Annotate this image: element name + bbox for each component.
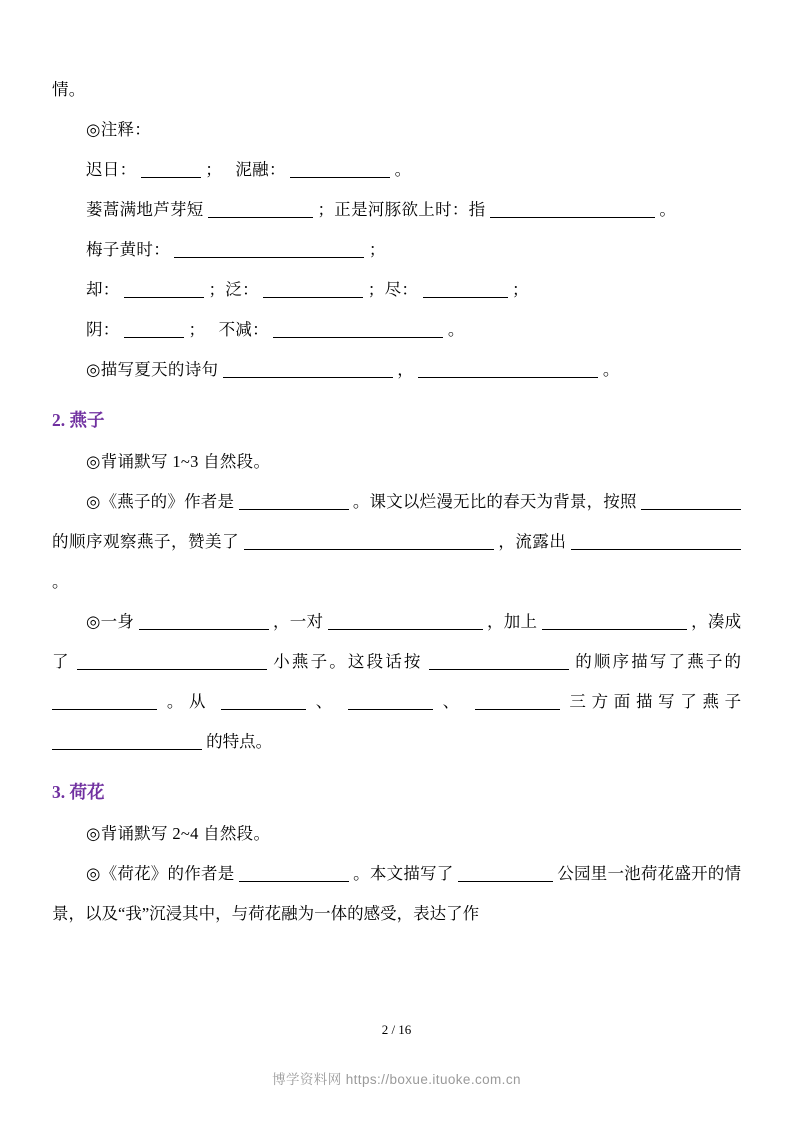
text-line-continuation — [52, 70, 741, 110]
line-text: ，凑成了 — [52, 612, 742, 671]
fill-blank[interactable] — [290, 160, 390, 178]
s2-description-paragraph — [52, 602, 741, 762]
line-text: 梅子黄时： — [86, 240, 170, 259]
page-number: 2 / 16 — [381, 1022, 412, 1037]
line-text: ；泛： — [208, 280, 259, 299]
fill-blank[interactable] — [273, 320, 443, 338]
fill-blank[interactable] — [174, 240, 364, 258]
fill-blank[interactable] — [641, 492, 741, 510]
line-text: 。课文以烂漫无比的春天为背景，按照 — [352, 492, 637, 511]
summer-poem-line — [52, 350, 741, 390]
fill-blank[interactable] — [124, 320, 184, 338]
line-text: 的顺序观察燕子，赞美了 — [52, 532, 240, 551]
fill-blank[interactable] — [139, 612, 269, 630]
line-text: ◎《燕子的》作者是 — [86, 492, 235, 511]
notes-label-line — [52, 110, 741, 150]
fill-blank[interactable] — [124, 280, 204, 298]
line-text: 。 — [52, 572, 69, 591]
fill-blank[interactable] — [244, 532, 494, 550]
fill-blank[interactable] — [141, 160, 201, 178]
fill-blank[interactable] — [52, 692, 157, 710]
fill-blank[interactable] — [423, 280, 508, 298]
line-text: 迟日： — [86, 160, 137, 179]
line-text: 。从 — [166, 692, 212, 711]
s3-author-paragraph — [52, 854, 741, 934]
note-line-meizi — [52, 230, 741, 270]
line-text: ；正是河豚欲上时：指 — [317, 200, 486, 219]
fill-blank[interactable] — [221, 692, 306, 710]
fill-blank[interactable] — [475, 692, 560, 710]
s2-author-paragraph — [52, 482, 741, 602]
line-text: 不减： — [218, 320, 269, 339]
fill-blank[interactable] — [348, 692, 433, 710]
line-text: ◎背诵默写 2~4 自然段。 — [86, 824, 271, 843]
line-text: 蒌蒿满地芦芽短 — [86, 200, 204, 219]
section-heading-3: 3. 荷花 — [52, 782, 105, 802]
line-text: ， — [397, 360, 414, 379]
line-text: 阴： — [86, 320, 120, 339]
section-heading-2: 2. 燕子 — [52, 410, 105, 430]
line-text: ； — [188, 320, 206, 339]
line-text: 、 — [315, 692, 338, 711]
fill-blank[interactable] — [239, 492, 349, 510]
note-line-que — [52, 270, 741, 310]
line-text: 的特点。 — [206, 732, 273, 751]
fill-blank[interactable] — [458, 864, 553, 882]
line-text: 。 — [659, 200, 677, 219]
fill-blank[interactable] — [490, 200, 655, 218]
line-text: 公园里一池荷花盛开的情景，以及“我”沉浸其中，与荷花融为一体的感受，表达了作 — [52, 864, 742, 923]
note-line-yin — [52, 310, 741, 350]
line-text: 小燕子。这段话按 — [273, 652, 423, 671]
line-text: ，流露出 — [498, 532, 567, 551]
line-text: 的顺序描写了燕子的 — [575, 652, 742, 671]
line-text: ◎一身 — [86, 612, 135, 631]
line-text: ◎《荷花》的作者是 — [86, 864, 235, 883]
line-text: 却： — [86, 280, 120, 299]
fill-blank[interactable] — [571, 532, 741, 550]
fill-blank[interactable] — [418, 360, 598, 378]
line-text: ； — [512, 280, 529, 299]
s2-recite-line — [52, 442, 741, 482]
line-text: ◎注释： — [86, 120, 152, 139]
fill-blank[interactable] — [542, 612, 687, 630]
fill-blank[interactable] — [429, 652, 569, 670]
fill-blank[interactable] — [239, 864, 349, 882]
line-text: 。本文描写了 — [353, 864, 454, 883]
line-text: ； — [205, 160, 223, 179]
fill-blank[interactable] — [223, 360, 393, 378]
fill-blank[interactable] — [52, 732, 202, 750]
fill-blank[interactable] — [263, 280, 363, 298]
fill-blank[interactable] — [208, 200, 313, 218]
note-line-chiri — [52, 150, 741, 190]
s3-recite-line — [52, 814, 741, 854]
line-text: 。 — [447, 320, 465, 339]
line-text: ；尽： — [367, 280, 419, 299]
fill-blank[interactable] — [328, 612, 483, 630]
fill-blank[interactable] — [77, 652, 267, 670]
line-text: ◎描写夏天的诗句 — [86, 360, 219, 379]
line-text: 、 — [442, 692, 465, 711]
line-text: ，加上 — [487, 612, 538, 631]
watermark: 博学资料网 https://boxue.ituoke.com.cn — [272, 1072, 521, 1087]
note-line-louhao — [52, 190, 741, 230]
line-text: 泥融： — [235, 160, 286, 179]
line-text: ，一对 — [272, 612, 324, 631]
line-text: ◎背诵默写 1~3 自然段。 — [86, 452, 271, 471]
line-text: 。 — [602, 360, 620, 379]
line-text: 情。 — [52, 80, 86, 99]
line-text: 。 — [394, 160, 412, 179]
line-text: 三方面描写了燕子 — [569, 692, 742, 711]
line-text: ； — [368, 240, 386, 259]
